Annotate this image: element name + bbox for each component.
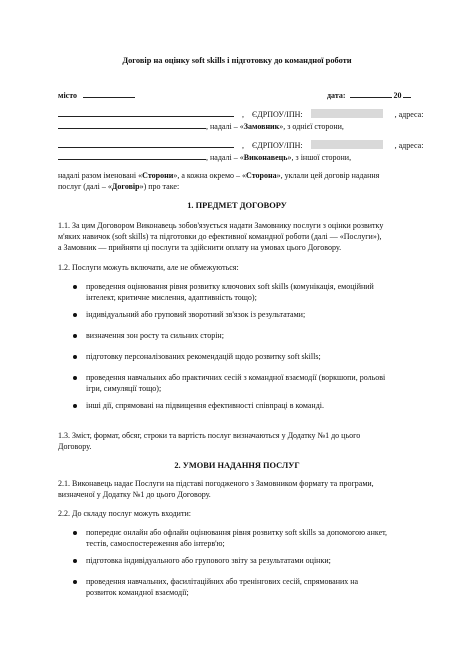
bullet-marker: [73, 404, 77, 408]
party1-edrpou-label: ЄДРПОУ/ІПН:: [252, 110, 303, 119]
bullet-marker: [73, 580, 77, 584]
party1-line2: , надалі – «Замовник», з однієї сторони,: [58, 120, 344, 132]
section2-heading: 2. УМОВИ НАДАННЯ ПОСЛУГ: [174, 461, 300, 470]
s1-bullet-5-line2: ігри, симуляції тощо);: [86, 384, 162, 393]
bullet-marker: [73, 559, 77, 563]
s2-bullet-3-line1: проведення навчальних, фасилітаційних або тренінгових сесій, спрямованих на: [86, 577, 359, 586]
clause-1-1-line2: м'яких навичок (soft skills) та підготовки до ефективної командної роботи (далі — «Послуги»),: [58, 232, 382, 241]
s2-bullet-1-line2: тестів, самоспостереження або інтерв'ю;: [86, 539, 225, 548]
date-year: 20: [393, 91, 402, 100]
bullet-marker: [73, 376, 77, 380]
party1-name-blank[interactable]: [58, 108, 234, 117]
term-dogovir: Договір: [111, 182, 140, 191]
section1-heading: 1. ПРЕДМЕТ ДОГОВОРУ: [187, 201, 287, 210]
clause-1-1-line1: 1.1. За цим Договором Виконавець зобов'язується надати Замовнику послуги з оцінки розвитку: [58, 221, 384, 230]
bullet-marker: [73, 355, 77, 359]
document-title: Договір на оцінку soft skills і підготовку до командної роботи: [122, 56, 352, 65]
party1-line1: , ЄДРПОУ/ІПН: , адреса:: [58, 108, 423, 120]
party2-line2: , надалі – «Виконавець», з іншої сторони,: [58, 151, 351, 163]
clause-1-2: 1.2. Послуги можуть включати, але не обмежуються:: [58, 263, 239, 272]
bullet-marker: [73, 313, 77, 317]
term-storony: Сторони: [142, 171, 174, 180]
city-blank[interactable]: [83, 89, 135, 98]
s1-bullet-2: індивідуальний або груповий зворотний зв'язок із результатами;: [86, 310, 306, 319]
s1-bullet-1-line1: проведення оцінювання рівня розвитку ключових soft skills (комунікація, емоційний: [86, 282, 374, 291]
s2-bullet-1-line1: попереднє онлайн або офлайн оцінювання рівня розвитку soft skills за допомогою анкет,: [86, 528, 388, 537]
party2-line1: , ЄДРПОУ/ІПН: , адреса:: [58, 139, 423, 151]
s1-bullet-5-line1: проведення навчальних або практичних сесій з командної взаємодії (воркшопи, рольові: [86, 373, 386, 382]
bullet-marker: [73, 334, 77, 338]
party2-edrpou-field[interactable]: [311, 140, 383, 149]
s1-bullet-6: інші дії, спрямовані на підвищення ефективності співпраці в команді.: [86, 401, 324, 410]
clause-1-1-line3: а Замовник — прийняти ці послуги та здійснити оплату на умовах цього Договору.: [58, 243, 342, 252]
date-line: [327, 89, 411, 101]
term-storona: Сторона: [246, 171, 277, 180]
party2-name-blank[interactable]: [58, 139, 234, 148]
bullet-marker: [73, 285, 77, 289]
clause-2-1-line1: 2.1. Виконавець надає Послуги на підставі погодженого з Замовником формату та програми,: [58, 479, 374, 488]
intro-line1: надалі разом іменовані «Сторони», а кожна окремо – «Сторона», уклали цей договір надання: [58, 171, 380, 180]
party1-address-blank[interactable]: [58, 120, 206, 129]
party2-role: Виконавець: [243, 153, 288, 162]
s2-bullet-2: підготовка індивідуального або групового звіту за результатами оцінки;: [86, 556, 331, 565]
party1-address-label: , адреса:: [394, 110, 424, 119]
party1-edrpou-field[interactable]: [311, 109, 383, 118]
s1-bullet-4: підготовку персоналізованих рекомендацій щодо розвитку soft skills;: [86, 352, 321, 361]
clause-1-3-line2: Договору.: [58, 442, 92, 451]
party2-address-label: , адреса:: [394, 141, 424, 150]
s1-bullet-1-line2: інтелект, критичне мислення, адаптивність тощо);: [86, 293, 257, 302]
city-label: місто: [58, 91, 78, 100]
clause-2-2: 2.2. До складу послуг можуть входити:: [58, 509, 191, 518]
clause-1-3-line1: 1.3. Зміст, формат, обсяг, строки та вартість послуг визначаються у Додатку №1 до цього: [58, 431, 361, 440]
city-line: [58, 89, 135, 101]
party2-edrpou-label: ЄДРПОУ/ІПН:: [252, 141, 303, 150]
year-blank[interactable]: [403, 89, 411, 98]
date-blank[interactable]: [350, 89, 392, 98]
clause-2-1-line2: визначеної у Додатку №1 до цього Договору.: [58, 490, 211, 499]
party2-address-blank[interactable]: [58, 151, 206, 160]
party1-role: Замовник: [243, 122, 280, 131]
bullet-marker: [73, 531, 77, 535]
s2-bullet-3-line2: розвиток командної взаємодії;: [86, 588, 189, 597]
date-label: дата:: [327, 91, 346, 100]
s1-bullet-3: визначення зон росту та сильних сторін;: [86, 331, 224, 340]
intro-line2: послуг (далі – «Договір») про таке:: [58, 182, 180, 191]
